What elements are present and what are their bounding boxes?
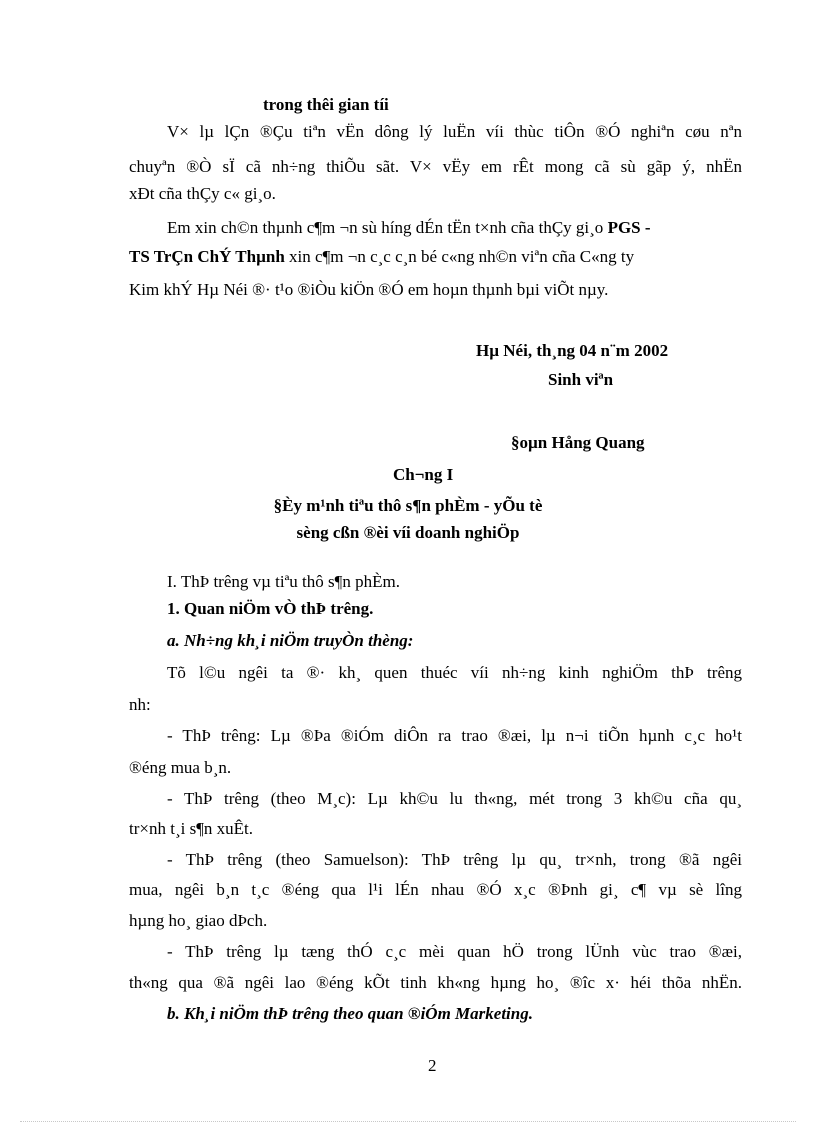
text-line: th«ng qua ®ã ngêi lao ®éng kÕt tinh kh«ng hµng ho¸ ®îc x· héi thõa nhËn. (129, 973, 742, 992)
text-line: ®éng mua b¸n. (129, 758, 232, 777)
subsection-heading: b. Kh¸i niÖm thÞ trêng theo quan ®iÓm Marketing. (167, 1004, 533, 1023)
text-line: Tõ l©u ngêi ta ®· kh¸ quen thuéc víi nh÷ng kinh nghiÖm thÞ trêng (167, 663, 742, 682)
text-line: xÐt cña thÇy c« gi¸o. (129, 184, 276, 203)
text-run: Em xin ch©n thµnh c¶m ¬n sù híng dÉn tËn t×nh cña thÇy gi¸o (167, 218, 604, 237)
chapter-title: Ch¬ng I (393, 465, 454, 484)
text-run-bold: PGS - (607, 218, 651, 237)
text-line: trong thêi gian tíi (263, 95, 389, 114)
signature-role: Sinh viªn (548, 370, 614, 389)
signature-date: Hµ Néi, th¸ng 04 n¨m 2002 (476, 341, 669, 360)
chapter-heading: §Èy m¹nh tiªu thô s¶n phÈm - yÕu tè (273, 496, 543, 515)
text-line: tr×nh t¸i s¶n xuÊt. (129, 819, 254, 838)
page-bottom-rule (20, 1121, 796, 1122)
section-heading: I. ThÞ trêng vµ tiªu thô s¶n phÈm. (167, 572, 400, 591)
text-line: nh: (129, 695, 151, 714)
text-line: V× lµ lÇn ®Çu tiªn vËn dông lý luËn víi thùc tiÔn ®Ó nghiªn cøu nªn (167, 122, 742, 141)
chapter-heading: sèng cßn ®èi víi doanh nghiÖp (296, 523, 520, 542)
subsection-heading: a. Nh÷ng kh¸i niÖm truyÒn thèng: (167, 631, 414, 650)
subsection-heading: 1. Quan niÖm vÒ thÞ trêng. (167, 599, 374, 618)
text-line: mua, ngêi b¸n t¸c ®éng qua l¹i lÉn nhau ®Ó x¸c ®Þnh gi¸ c¶ vµ sè lîng (129, 880, 742, 899)
text-line (129, 246, 742, 268)
text-run: xin c¶m ¬n c¸c c¸n bé c«ng nh©n viªn cña C«ng ty (289, 247, 635, 266)
text-line: hµng ho¸ giao dÞch. (129, 911, 268, 930)
text-line (167, 217, 742, 239)
signature-name: §oµn Hång Quang (511, 433, 645, 452)
text-run-bold: TS TrÇn ChÝ Thµnh (129, 247, 285, 266)
text-line: - ThÞ trêng: Lµ ®Þa ®iÓm diÔn ra trao ®æi, lµ n¬i tiÕn hµnh c¸c ho¹t (167, 726, 742, 745)
page-number: 2 (428, 1056, 437, 1075)
text-line: - ThÞ trêng lµ tæng thÓ c¸c mèi quan hÖ trong lÜnh vùc trao ®æi, (167, 942, 742, 961)
text-line: chuyªn ®Ò sÏ cã nh÷ng thiÕu sãt. V× vËy em rÊt mong cã sù gãp ý, nhËn (129, 157, 742, 176)
text-line: Kim khÝ Hµ Néi ®· t¹o ®iÒu kiÖn ®Ó em hoµn thµnh bµi viÕt nµy. (129, 280, 609, 299)
text-line: - ThÞ trêng (theo M¸c): Lµ kh©u lu th«ng, mét trong 3 kh©u cña qu¸ (167, 789, 742, 808)
text-line: - ThÞ trêng (theo Samuelson): ThÞ trêng lµ qu¸ tr×nh, trong ®ã ngêi (167, 850, 742, 869)
